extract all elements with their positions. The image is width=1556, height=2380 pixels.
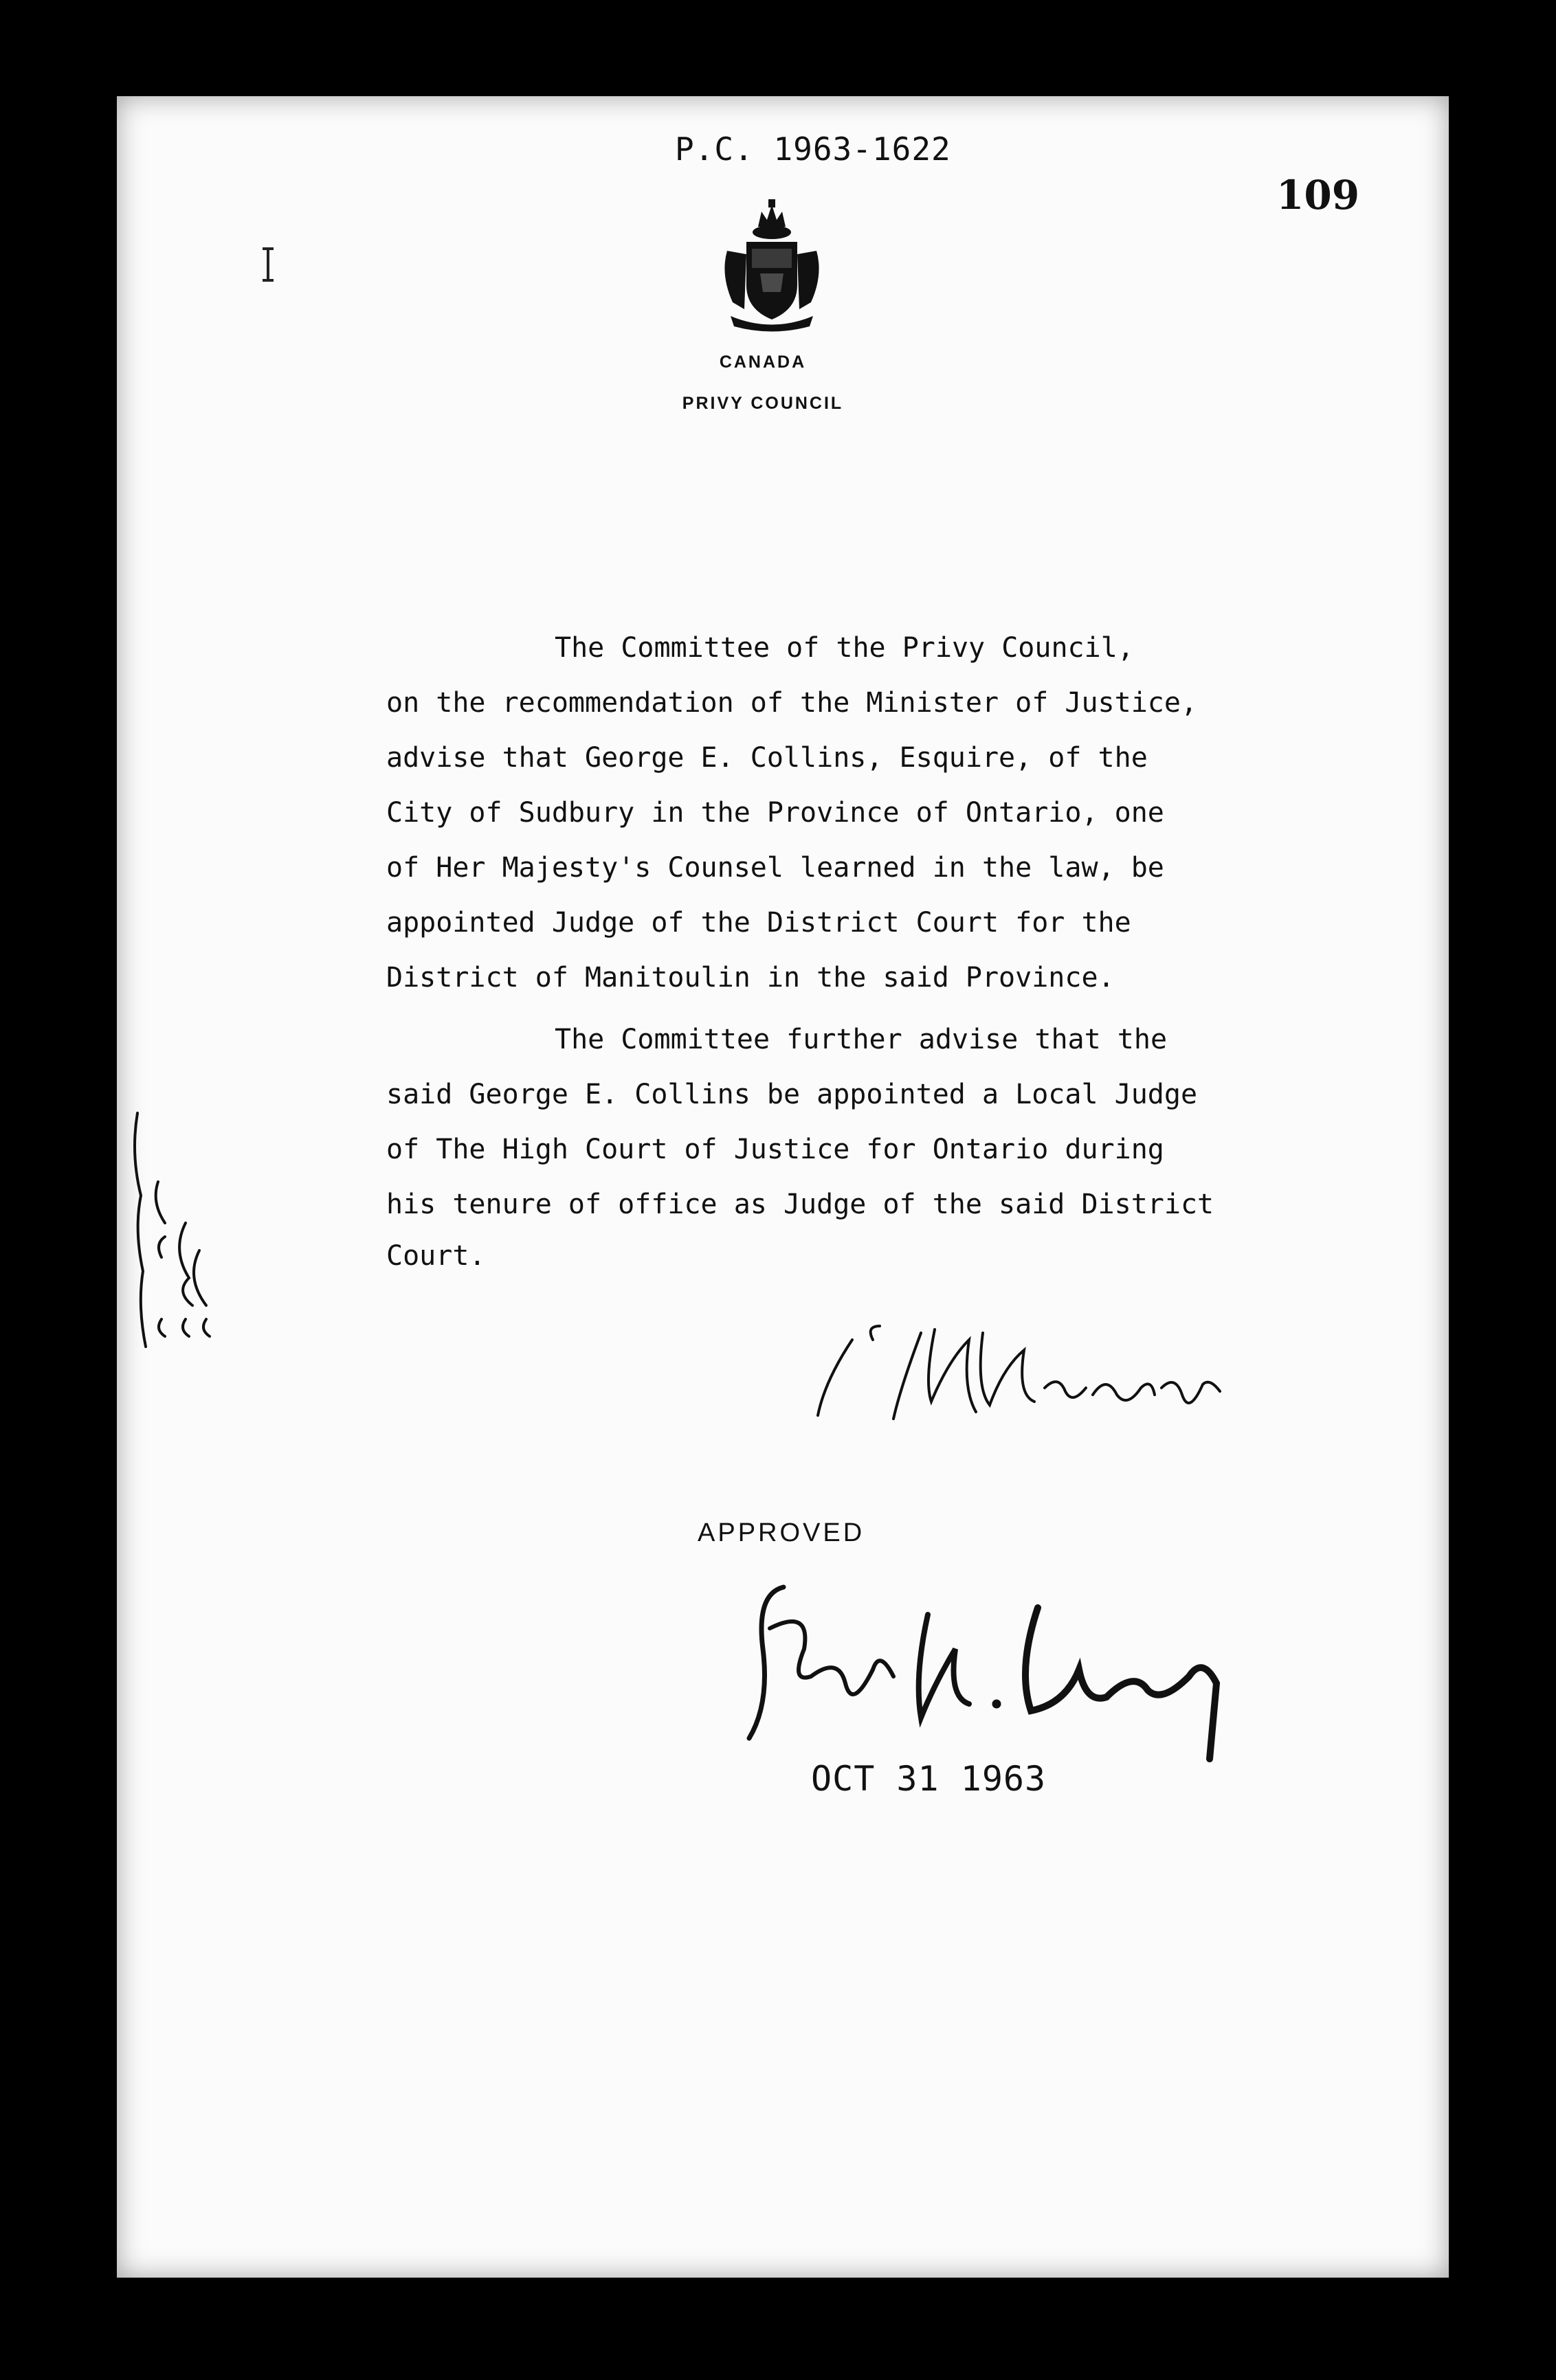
order-text-line: appointed Judge of the District Court for the: [386, 907, 1131, 939]
country-label: CANADA: [719, 352, 807, 372]
approval-date: OCT 31 1963: [811, 1759, 1047, 1799]
order-text-line: advise that George E. Collins, Esquire, of the: [386, 742, 1148, 774]
page-number: 109: [1276, 172, 1360, 218]
document-page: [117, 96, 1449, 2278]
binding-mark: [261, 247, 275, 282]
order-text-line: The Committee further advise that the: [555, 1024, 1168, 1055]
canada-coat-of-arms-icon: [720, 199, 823, 333]
order-text-line: City of Sudbury in the Province of Ontario, one: [386, 797, 1164, 829]
order-text-line: The Committee of the Privy Council,: [555, 632, 1134, 664]
order-text-line: of The High Court of Justice for Ontario during: [386, 1134, 1164, 1165]
order-text-line: of Her Majesty's Counsel learned in the law, be: [386, 852, 1164, 884]
order-text-line: said George E. Collins be appointed a Local Judge: [386, 1079, 1198, 1110]
prime-minister-signature: [797, 1299, 1265, 1436]
order-number: P.C. 1963-1622: [675, 131, 951, 168]
governor-general-signature: [708, 1567, 1271, 1773]
approved-label: APPROVED: [698, 1518, 865, 1547]
order-text-line: District of Manitoulin in the said Province.: [386, 962, 1115, 993]
council-label: PRIVY COUNCIL: [682, 394, 844, 413]
margin-note: [89, 1099, 227, 1360]
order-text-line: on the recommendation of the Minister of Justice,: [386, 687, 1198, 719]
order-text-line: Court.: [386, 1240, 486, 1272]
order-text-line: his tenure of office as Judge of the said District: [386, 1189, 1214, 1220]
